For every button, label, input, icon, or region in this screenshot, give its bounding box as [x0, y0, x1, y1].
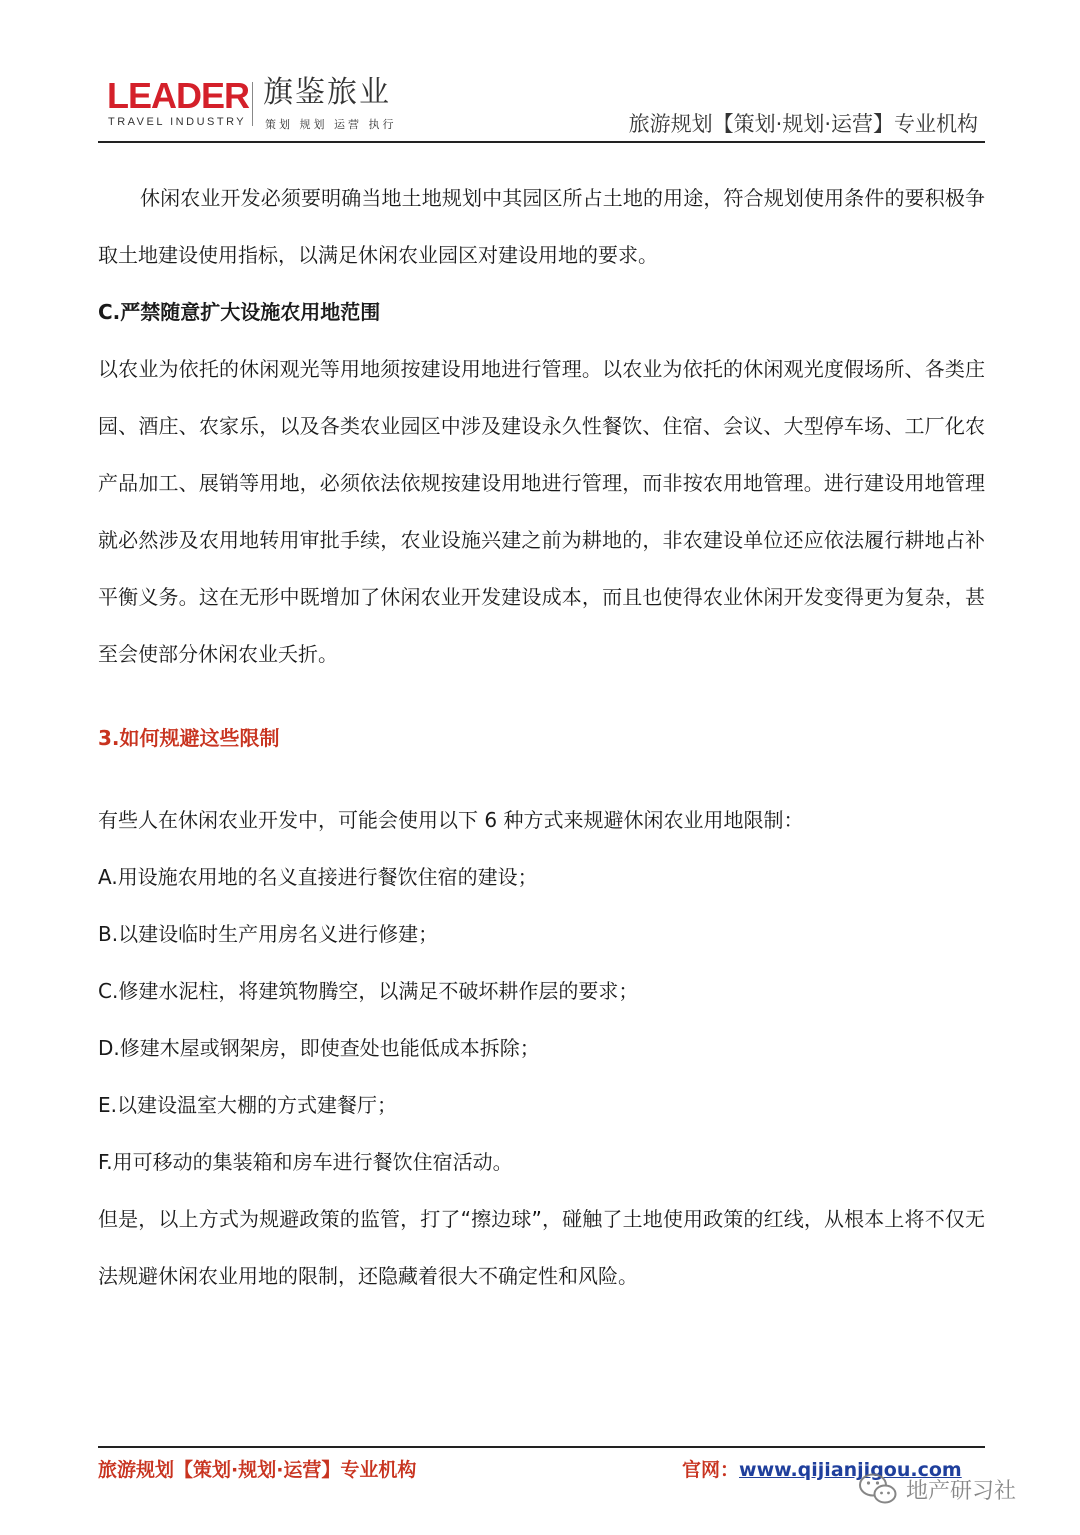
website-link[interactable]: www.qijianjigou.com	[739, 1459, 962, 1481]
header-tagline: 旅游规划【策划·规划·运营】专业机构	[628, 112, 978, 136]
leader-logo-subtitle: TRAVEL INDUSTRY	[108, 116, 247, 128]
header-divider	[98, 141, 985, 143]
list-item-e: E.以建设温室大棚的方式建餐厅；	[98, 1093, 397, 1117]
list-item-c: C.修建水泥柱，将建筑物腾空，以满足不破坏耕作层的要求；	[98, 979, 639, 1003]
paragraph-land-planning: 休闲农业开发必须要明确当地土地规划中其园区所占土地的用途，符合规划使用条件的要积极争取土地建设使用指标，以满足休闲农业园区对建设用地的要求。	[98, 186, 985, 267]
watermark	[858, 1472, 1016, 1506]
paragraph-conclusion: 但是，以上方式为规避政策的监管，打了“擦边球”，碰触了土地使用政策的红线，从根本上将不仅无法规避休闲农业用地的限制，还隐藏着很大不确定性和风险。	[98, 1207, 985, 1288]
brand-cn-name: 旗鉴旅业	[263, 75, 391, 110]
section-3-heading: 3.如何规避这些限制	[98, 726, 280, 750]
website-label: 官网：	[682, 1459, 740, 1481]
paragraph-intro: 有些人在休闲农业开发中，可能会使用以下 6 种方式来规避休闲农业用地限制：	[98, 808, 804, 832]
footer-divider	[98, 1446, 985, 1448]
page-header	[0, 0, 1080, 145]
list-item-d: D.修建木屋或钢架房，即使查处也能低成本拆除；	[98, 1036, 540, 1060]
subheading-c: C.严禁随意扩大设施农用地范围	[98, 300, 381, 324]
watermark-text: 地产研习社	[906, 1478, 1017, 1504]
brand-cn-subtitle: 策划 规划 运营 执行	[265, 118, 397, 131]
list-item-a: A.用设施农用地的名义直接进行餐饮住宿的建设；	[98, 865, 538, 889]
wechat-icon	[858, 1472, 898, 1506]
footer-tagline: 旅游规划【策划·规划·运营】专业机构	[98, 1459, 417, 1481]
paragraph-construction-land: 以农业为依托的休闲观光等用地须按建设用地进行管理。以农业为依托的休闲观光度假场所、各类庄园、酒庄、农家乐，以及各类农业园区中涉及建设永久性餐饮、住宿、会议、大型停车场、工厂化农产品加工、展销等用地，必须依法依规按建设用地进行管理，而非按农用地管理。进行建设用地管理就必然涉及农用地转用审批手续，农业设施兴建之前为耕地的，非农建设单位还应依法履行耕地占补平衡义务。这在无形中既增加了休闲农业开发建设成本，而且也使得农业休闲开发变得更为复杂，甚至会使部分休闲农业夭折。	[98, 357, 985, 666]
logo-divider	[252, 82, 253, 126]
document-body	[98, 170, 985, 1305]
leader-logo: LEADER	[107, 75, 250, 116]
list-item-b: B.以建设临时生产用房名义进行修建；	[98, 922, 439, 946]
list-item-f: F.用可移动的集装箱和房车进行餐饮住宿活动。	[98, 1150, 513, 1174]
